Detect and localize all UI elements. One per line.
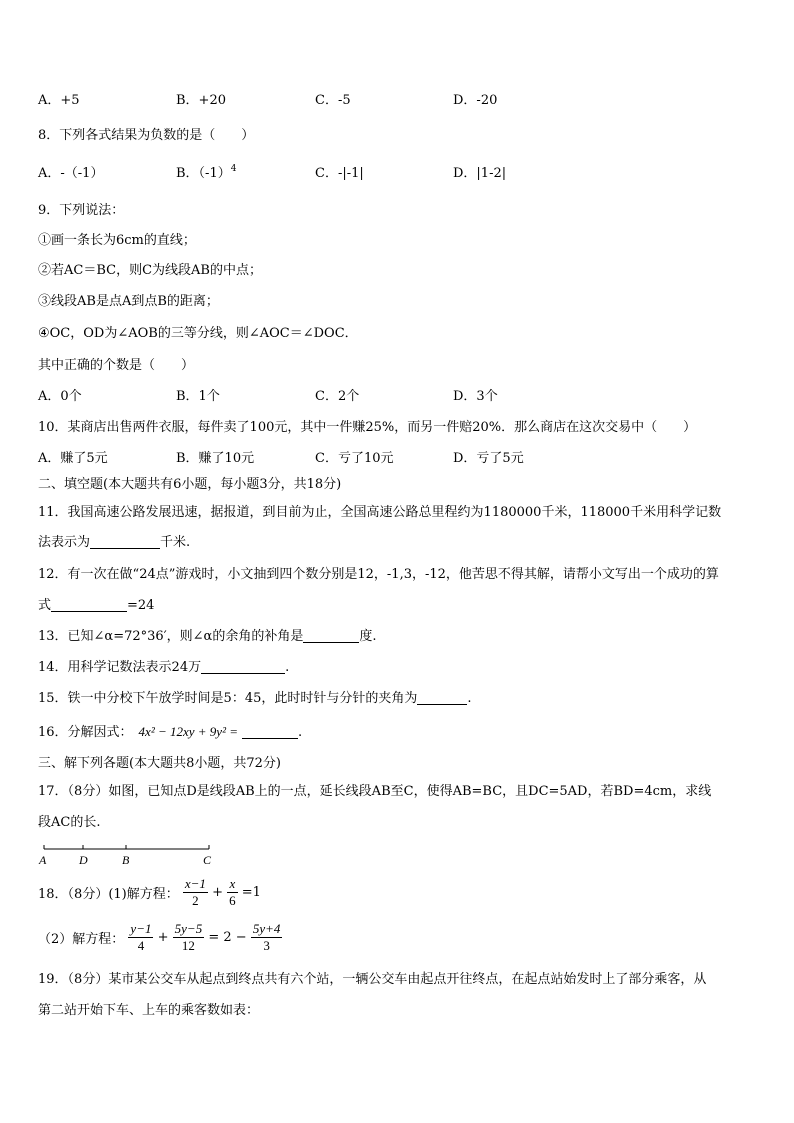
q11-line-1: 11．我国高速公路发展迅速，据报道，到目前为止，全国高速公路总里程约为1180000千米，118000千米用科学记数 bbox=[38, 505, 722, 520]
q15-answer-blank[interactable] bbox=[417, 690, 467, 705]
point-label-d: D bbox=[79, 853, 88, 867]
q18-eq2-frac-1 bbox=[128, 921, 153, 954]
q11-text-b: 千米. bbox=[160, 535, 191, 550]
section-3-heading: 三、解下列各题(本大题共8小题，共72分) bbox=[38, 756, 281, 771]
q18-eq1-num-1: x−1 bbox=[184, 876, 206, 891]
q9-option-a: A．0个 bbox=[38, 389, 82, 404]
q18-eq2-den-1: 4 bbox=[137, 938, 145, 953]
q18-part-2 bbox=[38, 921, 282, 954]
q16 bbox=[38, 721, 302, 740]
q16-answer-blank[interactable] bbox=[242, 724, 298, 739]
point-label-b: B bbox=[122, 853, 130, 867]
q13-text-b: 度. bbox=[359, 629, 377, 644]
q13 bbox=[38, 625, 376, 644]
q12-answer-blank[interactable] bbox=[51, 597, 127, 612]
q13-answer-blank[interactable] bbox=[303, 628, 359, 643]
q18-eq2-plus: + bbox=[157, 930, 169, 945]
q11-answer-blank[interactable] bbox=[90, 534, 160, 549]
q10-option-d: D．亏了5元 bbox=[453, 451, 524, 466]
q8-option-b-text: B．（-1） bbox=[176, 166, 231, 181]
q10-option-b: B．赚了10元 bbox=[176, 451, 255, 466]
q19-line-2: 第二站开始下车、上车的乘客数如表： bbox=[38, 1003, 260, 1018]
q18-eq2-frac-3 bbox=[251, 921, 283, 954]
q8-option-c: C．-|-1| bbox=[315, 166, 364, 181]
q16-text-b: . bbox=[298, 725, 303, 740]
q16-expression: 4x² − 12xy + 9y² = bbox=[138, 724, 238, 739]
q11-line-2 bbox=[38, 531, 190, 550]
q15 bbox=[38, 687, 472, 706]
q9-item-1: ①画一条长为6cm的直线； bbox=[38, 233, 196, 248]
q18-eq2-mid: = 2 − bbox=[208, 930, 247, 945]
q8-stem: 8．下列各式结果为负数的是（ ） bbox=[38, 128, 255, 143]
q7-option-c: C．-5 bbox=[315, 93, 351, 108]
q9-question: 其中正确的个数是（ ） bbox=[38, 358, 195, 373]
q8-option-b-exponent: 4 bbox=[230, 164, 237, 174]
q9-item-3: ③线段AB是点A到点B的距离； bbox=[38, 294, 219, 309]
section-2-heading: 二、填空题(本大题共有6小题，每小题3分，共18分) bbox=[38, 477, 342, 492]
q9-item-2: ②若AC＝BC，则C为线段AB的中点； bbox=[38, 263, 262, 278]
q18-eq1-plus: + bbox=[212, 885, 223, 900]
q7-option-a: A．+5 bbox=[38, 93, 80, 108]
q10-option-a: A．赚了5元 bbox=[38, 451, 108, 466]
q9-stem: 9．下列说法： bbox=[38, 203, 125, 218]
q16-text-a: 16．分解因式： bbox=[38, 725, 133, 740]
q18-part-1-label: 18．（8分）(1)解方程： bbox=[38, 887, 179, 902]
q9-option-c: C．2个 bbox=[315, 389, 360, 404]
q17-line-1: 17．（8分）如图，已知点D是线段AB上的一点，延长线段AB至C，使得AB=BC，且DC=5AD，若BD=4cm，求线 bbox=[38, 784, 712, 799]
q17-segment-figure bbox=[34, 840, 224, 870]
q18-eq1-den-1: 2 bbox=[192, 893, 199, 908]
q18-eq2-num-1: y−1 bbox=[130, 921, 152, 936]
q14-answer-blank[interactable] bbox=[201, 659, 285, 674]
q18-eq1-frac-2 bbox=[227, 876, 238, 909]
q18-eq1-den-2: 6 bbox=[229, 893, 236, 908]
q11-text-a: 法表示为 bbox=[38, 535, 91, 550]
q17-line-2: 段AC的长. bbox=[38, 815, 101, 830]
q18-eq1-rhs: =1 bbox=[241, 885, 261, 900]
q8-option-b bbox=[176, 162, 236, 181]
q8-option-d: D．|1-2| bbox=[453, 166, 507, 181]
q7-option-d: D．-20 bbox=[453, 93, 498, 108]
q14-text-a: 14．用科学记数法表示24万 bbox=[38, 660, 202, 675]
q12-text-a: 式 bbox=[38, 598, 52, 613]
q8-option-a: A．-（-1） bbox=[38, 166, 104, 181]
q18-eq1-frac-1 bbox=[183, 876, 208, 909]
q18-part-1 bbox=[38, 876, 261, 909]
q10-option-c: C．亏了10元 bbox=[315, 451, 394, 466]
q12-text-b: =24 bbox=[127, 598, 155, 613]
q9-option-b: B．1个 bbox=[176, 389, 220, 404]
q18-eq2-den-3: 3 bbox=[263, 938, 270, 953]
q18-eq2-num-3: 5y+4 bbox=[252, 921, 281, 936]
q15-text-a: 15．铁一中分校下午放学时间是5：45，此时时针与分针的夹角为 bbox=[38, 691, 418, 706]
q9-item-4: ④OC，OD为∠AOB的三等分线，则∠AOC＝∠DOC． bbox=[38, 326, 358, 341]
q18-eq2-den-2: 12 bbox=[181, 938, 195, 953]
q15-text-b: . bbox=[467, 691, 472, 706]
q18-eq2-num-2: 5y−5 bbox=[174, 921, 203, 936]
q10-stem: 10．某商店出售两件衣服，每件卖了100元，其中一件赚25%，而另一件赔20%．那么商店在这次交易中（ ） bbox=[38, 420, 697, 435]
point-label-a: A bbox=[39, 853, 47, 867]
q12-line-2 bbox=[38, 594, 154, 613]
q18-part-2-label: （2）解方程： bbox=[38, 932, 125, 947]
q13-text-a: 13．已知∠α=72°36′，则∠α的余角的补角是 bbox=[38, 629, 304, 644]
q14-text-b: . bbox=[285, 660, 290, 675]
q19-line-1: 19．（8分）某市某公交车从起点到终点共有六个站，一辆公交车由起点开往终点，在起点站始发时上了部分乘客，从 bbox=[38, 972, 707, 987]
q9-option-d: D．3个 bbox=[453, 389, 498, 404]
q7-option-b: B．+20 bbox=[176, 93, 226, 108]
q18-eq1-num-2: x bbox=[227, 876, 238, 893]
q14 bbox=[38, 656, 289, 675]
q18-eq2-frac-2 bbox=[173, 921, 205, 954]
q12-line-1: 12．有一次在做“24点”游戏时，小文抽到四个数分别是12，-1,3，-12，他苦思不得其解，请帮小文写出一个成功的算 bbox=[38, 567, 719, 582]
point-label-c: C bbox=[203, 853, 212, 867]
